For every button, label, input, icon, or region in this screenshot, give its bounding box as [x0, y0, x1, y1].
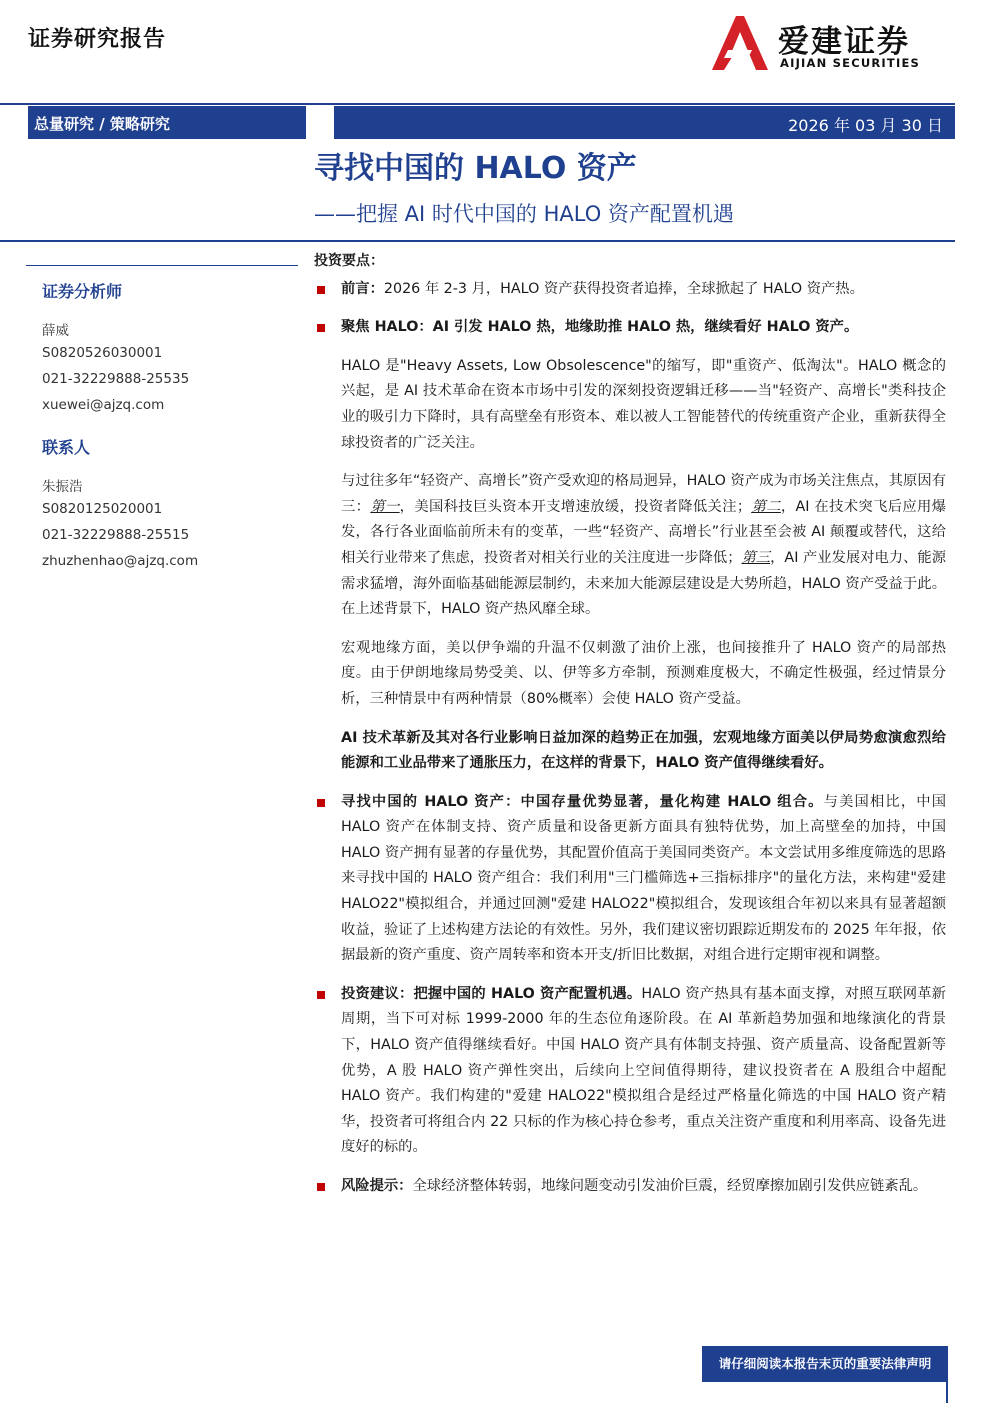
bullet-investment-advice [314, 982, 946, 1161]
bullet-china-halo [314, 790, 946, 969]
reason-marker-second: 第二 [751, 498, 781, 515]
key-points-heading: 投资要点： [314, 253, 384, 269]
paragraph-halo-definition: HALO 是"Heavy Assets, Low Obsolescence"的缩写，即"重资产、低淘汰"。HALO 概念的兴起，是 AI 技术革命在资本市场中引发的深刻投资逻辑迁移——当"轻资产、高增长"类科技企业的吸引力下降时，具有高壁垒有形资本、难以被人工智能替代的传统重资产企业，重新获得全球投资者的广泛关注。 [341, 357, 946, 451]
bullet-lead: 聚焦 HALO：AI 引发 HALO 热，地缘助推 HALO 热，继续看好 HALO 资产。 [341, 319, 859, 336]
banner-divider [306, 106, 334, 139]
sidebar-rule [26, 265, 298, 266]
analyst-heading: 证券分析师 [42, 282, 123, 301]
research-category: 总量研究 / 策略研究 [34, 115, 170, 133]
bullet-lead: 寻找中国的 HALO 资产：中国存量优势显著，量化构建 HALO 组合。 [341, 793, 824, 810]
contact-name: 朱振浩 [42, 479, 83, 495]
company-logo [706, 12, 946, 72]
bullet-lead: 前言： [341, 280, 384, 297]
reason-intro: 与过往多年“轻资产、高增长”资产受欢迎的格局迥异，HALO 资产成为市场关注焦点，其原因有三： [341, 473, 946, 515]
contact-phone: 021-32229888-25515 [42, 527, 190, 543]
analyst-phone: 021-32229888-25535 [42, 371, 190, 387]
report-subtitle: ——把握 AI 时代中国的 HALO 资产配置机遇 [314, 202, 734, 226]
bullet-text: HALO 资产热具有基本面支撑，对照互联网革新周期，当下可对标 1999-2000 年的生态位角逐阶段。在 AI 革新趋势加强和地缘演化的背景下，HALO 资产值得继续看好。中国 HALO 资产具有体制支持强、资产质量高、设备配置新等优势，A 股 HALO 资产弹性突出，后续向上空间值得期待，建议投资者在 A 股组合中超配 HALO 资产。我们构建的"爱建 HALO22"模拟组合是经过严格量化筛选的中国 HALO 资产精华，投资者可将组合内 22 只标的作为核心持仓参考，重点关注资产重度和利用率高、设备先进度好的标的。 [341, 985, 946, 1156]
reason-marker-third: 第三 [741, 549, 771, 566]
reason-third-text: ，AI 产业发展对电力、能源需求猛增，海外面临基础能源层制约，未来加大能源层建设是大势所趋，HALO 资产受益于此。在上述背景下，HALO 资产热风靡全球。 [341, 549, 947, 618]
contact-cert: S0820125020001 [42, 501, 163, 517]
bullet-lead: 风险提示： [341, 1178, 413, 1194]
report-date: 2026 年 03 月 30 日 [788, 116, 943, 135]
bullet-marker [317, 991, 325, 999]
logo-chinese-name: 爱建证券 [778, 24, 910, 60]
bullet-text: 全球经济整体转弱，地缘问题变动引发油价巨震，经贸摩擦加剧引发供应链紊乱。 [412, 1178, 928, 1194]
header-rule [0, 103, 955, 105]
bullet-preface [314, 277, 946, 303]
analyst-email[interactable]: xuewei@ajzq.com [42, 397, 165, 413]
bullet-text: 2026 年 2-3 月，HALO 资产获得投资者追捧，全球掀起了 HALO 资产热。 [383, 280, 864, 297]
aijian-logo-icon [706, 14, 770, 72]
report-title: 寻找中国的 HALO 资产 [314, 151, 637, 186]
conclusion-text: AI 技术革新及其对各行业影响日益加深的趋势正在加强，宏观地缘方面美以伊局势愈演愈烈给能源和工业品带来了通胀压力，在这样的背景下，HALO 资产值得继续看好。 [341, 729, 946, 772]
logo-english-name: AIJIAN SECURITIES [780, 56, 920, 70]
contact-heading: 联系人 [42, 438, 91, 457]
bullet-text: 与美国相比，中国 HALO 资产在体制支持、资产质量和设备更新方面具有独特优势，加上高壁垒的加持，中国 HALO 资产拥有显著的存量优势，其配置价值高于美国同类资产。本文尝试用多维度筛选的思路来寻找中国的 HALO 资产组合：我们利用"三门槛筛选+三指标排序"的量化方法，来构建"爱建 HALO22"模拟组合，并通过回测"爱建 HALO22"模拟组合，发现该组合年初以来具有显著超额收益，验证了上述构建方法论的有效性。另外，我们建议密切跟踪近期发布的 2025 年年报，依据最新的资产重度、资产周转率和资本开支/折旧比数据，对组合进行定期审视和调整。 [341, 793, 947, 964]
paragraph-conclusion [314, 726, 946, 777]
category-banner [28, 106, 955, 139]
analyst-cert: S0820526030001 [42, 345, 163, 361]
contact-email[interactable]: zhuzhenhao@ajzq.com [42, 553, 199, 569]
key-points [314, 249, 946, 1200]
bullet-marker [317, 799, 325, 807]
paragraph-geopolitics: 宏观地缘方面，美以伊争端的升温不仅刺激了油价上涨，也间接推升了 HALO 资产的局部热度。由于伊朗地缘局势受美、以、伊等多方牵制，预测难度极大，不确定性极强，经过情景分析，三种情景中有两种情景（80%概率）会使 HALO 资产受益。 [341, 639, 946, 707]
legal-disclaimer-badge: 请仔细阅读本报告末页的重要法律声明 [702, 1346, 948, 1382]
reason-first-text: ，美国科技巨头资本开支增速放缓，投资者降低关注； [399, 498, 752, 515]
bullet-risk-warning [314, 1174, 946, 1200]
document-type-label: 证券研究报告 [28, 27, 167, 52]
reason-second-text: ，AI 在技术突飞后应用爆发，各行各业面临前所未有的变革，一些“轻资产、高增长”行业甚至会被 AI 颠覆或替代，这给相关行业带来了焦虑，投资者对相关行业的关注度进一步降低； [341, 498, 947, 566]
bullet-lead: 投资建议：把握中国的 HALO 资产配置机遇。 [341, 985, 642, 1002]
bullet-marker [317, 324, 325, 332]
bullet-focus-halo [314, 315, 946, 341]
title-rule [0, 240, 955, 242]
reason-marker-first: 第一 [370, 498, 400, 515]
paragraph-three-reasons [314, 469, 946, 623]
footer-rule [946, 1346, 948, 1403]
analyst-name: 薛威 [42, 323, 69, 339]
bullet-marker [317, 286, 325, 294]
bullet-marker [317, 1183, 325, 1191]
